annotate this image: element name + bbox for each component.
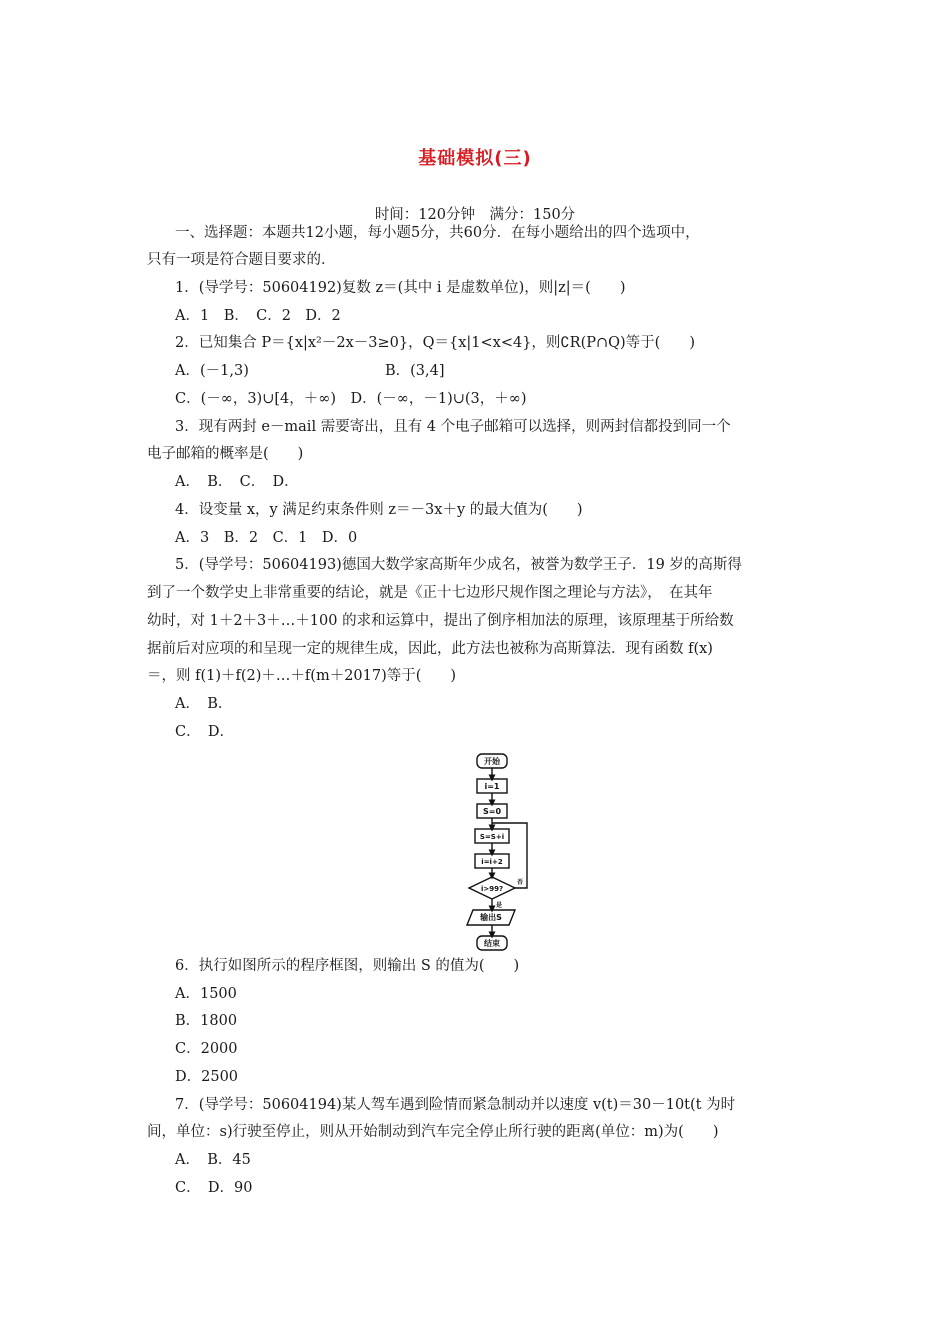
question-4-options: A．3 B．2 C．1 D．0	[175, 530, 358, 546]
flowchart-update-s-label: S=S+i	[479, 833, 505, 841]
question-3-options: A． B． C． D．	[175, 474, 299, 490]
flowchart-condition-label: i>99?	[480, 885, 504, 893]
question-2-option-b: B．(3,4]	[385, 363, 445, 379]
flowchart-no-label: 否	[516, 879, 524, 886]
flowchart-output-label: 输出S	[480, 913, 502, 922]
question-7-options-cd: C． D．90	[175, 1180, 253, 1196]
question-1-options: A．1 B． C．2 D．2	[175, 308, 341, 324]
question-6-stem: 6．执行如图所示的程序框图，则输出 S 的值为( )	[175, 958, 520, 974]
question-2-options-cd: C．(－∞，3)∪[4，＋∞) D．(－∞，－1)∪(3，＋∞)	[175, 391, 527, 407]
section-heading-cont: 只有一项是符合题目要求的．	[147, 252, 336, 268]
question-1-stem: 1．(导学号：50604192)复数 z＝(其中 i 是虚数单位)，则|z|＝( )	[175, 280, 626, 296]
page-title: 基础模拟(三)	[418, 148, 532, 169]
flowchart-yes-label: 是	[495, 902, 503, 909]
section-heading: 一、选择题：本题共12小题，每小题5分，共60分．在每小题给出的四个选项中，	[175, 225, 700, 241]
question-5-line: 5．(导学号：50604193)德国大数学家高斯年少成名，被誉为数学王子．19 岁的高斯得	[175, 557, 742, 573]
flowchart-end-label: 结束	[484, 939, 500, 948]
question-6-option-b: B．1800	[175, 1013, 238, 1029]
question-3-stem-cont: 电子邮箱的概率是( )	[147, 446, 304, 462]
question-5-line: 到了一个数学史上非常重要的结论，就是《正十七边形尺规作图之理论与方法》， 在其年	[147, 585, 713, 601]
question-5-options-cd: C． D．	[175, 724, 234, 740]
question-4-stem: 4．设变量 x，y 满足约束条件则 z＝－3x＋y 的最大值为( )	[175, 502, 583, 518]
exam-info: 时间：120分钟 满分：150分	[374, 207, 576, 223]
question-6-option-d: D．2500	[175, 1069, 239, 1085]
question-5-line: 据前后对应项的和呈现一定的规律生成，因此，此方法也被称为高斯算法．现有函数 f(x)	[147, 641, 713, 657]
question-5-line: 幼时，对 1＋2＋3＋…＋100 的求和运算中，提出了倒序相加法的原理，该原理基于所给数	[147, 613, 734, 629]
question-3-stem: 3．现有两封 e－mail 需要寄出，且有 4 个电子邮箱可以选择，则两封信都投到同一个	[175, 419, 731, 435]
question-2-option-a: A．(－1,3)	[175, 363, 249, 379]
question-7-options-ab: A． B．45	[175, 1152, 251, 1168]
question-6-option-a: A．1500	[175, 986, 237, 1002]
question-7-line: 间，单位：s)行驶至停止，则从开始制动到汽车完全停止所行驶的距离(单位：m)为( )	[147, 1124, 719, 1140]
flowchart-start-label: 开始	[484, 757, 500, 766]
question-2-stem: 2．已知集合 P＝{x|x²－2x－3≥0}，Q＝{x|1<x<4}，则∁R(P∩Q)等于( )	[175, 335, 695, 351]
flowchart-init-i-label: i=1	[484, 782, 500, 791]
question-5-line: ＝，则 f(1)＋f(2)＋…＋f(m＋2017)等于( )	[147, 668, 457, 684]
question-6-option-c: C．2000	[175, 1041, 238, 1057]
flowchart-init-s-label: S=0	[482, 807, 502, 816]
question-7-line: 7．(导学号：50604194)某人驾车遇到险情而紧急制动并以速度 v(t)＝30－10t(t 为时	[175, 1097, 736, 1113]
flowchart-update-i-label: i=i+2	[481, 858, 503, 866]
question-5-options-ab: A． B．	[175, 696, 233, 712]
program-flowchart	[459, 752, 529, 958]
